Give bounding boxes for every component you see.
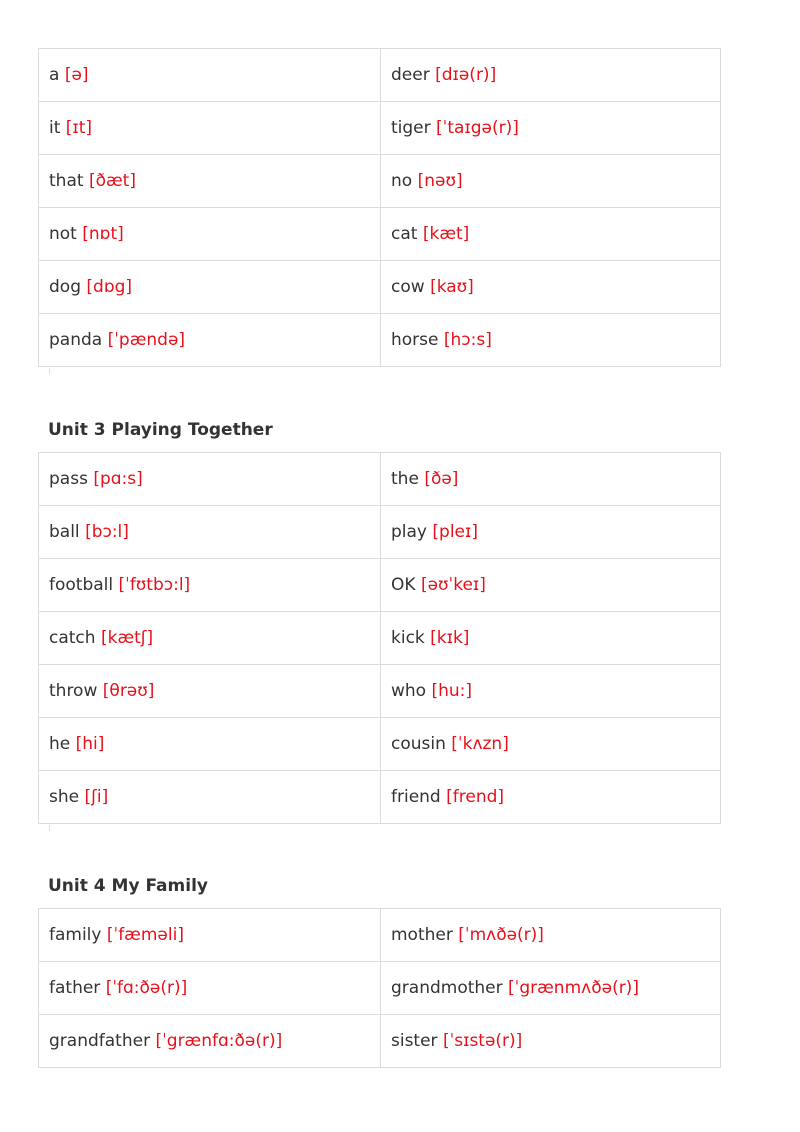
table-cell: [39, 665, 381, 718]
phonetic-transcription: [nəʊ]: [417, 171, 463, 191]
vocab-word: cat: [391, 224, 418, 244]
table-row: [39, 208, 721, 261]
vocab-word: ball: [49, 522, 80, 542]
table-cell: [381, 102, 721, 155]
vocab-word: grandfather: [49, 1031, 151, 1051]
phonetic-transcription: [ˈmʌðə(r)]: [458, 925, 544, 945]
phonetic-transcription: [ˈfæməli]: [106, 925, 184, 945]
phonetic-transcription: [dɪə(r)]: [435, 65, 497, 85]
table-cell: [39, 962, 381, 1015]
table-cell: [381, 909, 721, 962]
vocab-word: the: [391, 469, 419, 489]
table-cell: [39, 314, 381, 367]
table-row: [39, 612, 721, 665]
phonetic-transcription: [kæt]: [422, 224, 470, 244]
table-cell: [381, 612, 721, 665]
table-row: [39, 453, 721, 506]
phonetic-transcription: [hu:]: [431, 681, 473, 701]
table-cell: [39, 102, 381, 155]
phonetic-transcription: [ðæt]: [88, 171, 136, 191]
phonetic-transcription: [ˈfʊtbɔ:l]: [118, 575, 191, 595]
phonetic-transcription: [əʊˈkeɪ]: [420, 575, 486, 595]
table-cell: [39, 453, 381, 506]
table-cell: [381, 155, 721, 208]
phonetic-transcription: [ə]: [64, 65, 89, 85]
vocab-word: no: [391, 171, 413, 191]
table-cell: [39, 718, 381, 771]
table-cell: [381, 208, 721, 261]
table-cell: [39, 155, 381, 208]
vocab-word: family: [49, 925, 102, 945]
table-row: [39, 1015, 721, 1068]
divider: [49, 825, 50, 831]
phonetic-transcription: [θrəʊ]: [102, 681, 155, 701]
vocab-word: not: [49, 224, 77, 244]
table-row: [39, 962, 721, 1015]
phonetic-transcription: [dɒg]: [86, 277, 133, 297]
vocab-word: he: [49, 734, 71, 754]
table-cell: [381, 49, 721, 102]
vocab-word: deer: [391, 65, 430, 85]
vocab-word: who: [391, 681, 427, 701]
table-cell: [381, 506, 721, 559]
vocab-word: football: [49, 575, 114, 595]
vocab-word: OK: [391, 575, 416, 595]
table-cell: [381, 962, 721, 1015]
table-row: [39, 665, 721, 718]
vocab-word: it: [49, 118, 61, 138]
vocab-word: catch: [49, 628, 96, 648]
phonetic-transcription: [ˈtaɪgə(r)]: [436, 118, 519, 138]
table-cell: [39, 771, 381, 824]
phonetic-transcription: [kɪk]: [430, 628, 470, 648]
phonetic-transcription: [ˈkʌzn]: [451, 734, 509, 754]
phonetic-transcription: [ˈpændə]: [107, 330, 186, 350]
vocab-word: that: [49, 171, 84, 191]
phonetic-transcription: [ˈgrænmʌðə(r)]: [508, 978, 639, 998]
vocab-table-section-1: [38, 48, 721, 367]
phonetic-transcription: [frend]: [446, 787, 505, 807]
vocab-table-unit-3: [38, 452, 721, 824]
vocab-word: grandmother: [391, 978, 503, 998]
vocab-table-unit-4: [38, 908, 721, 1068]
phonetic-transcription: [hɔ:s]: [443, 330, 492, 350]
table-cell: [39, 261, 381, 314]
table-cell: [39, 909, 381, 962]
table-row: [39, 506, 721, 559]
table-cell: [381, 314, 721, 367]
phonetic-transcription: [bɔ:l]: [85, 522, 129, 542]
table-cell: [39, 49, 381, 102]
vocab-word: she: [49, 787, 80, 807]
table-row: [39, 771, 721, 824]
phonetic-transcription: [hi]: [75, 734, 105, 754]
table-cell: [381, 665, 721, 718]
table-cell: [381, 718, 721, 771]
table-row: [39, 261, 721, 314]
table-cell: [39, 1015, 381, 1068]
phonetic-transcription: [pleɪ]: [432, 522, 478, 542]
table-row: [39, 155, 721, 208]
table-row: [39, 559, 721, 612]
phonetic-transcription: [ˈfɑ:ðə(r)]: [105, 978, 188, 998]
table-cell: [39, 506, 381, 559]
unit-heading: Unit 3 Playing Together: [48, 420, 273, 440]
table-row: [39, 909, 721, 962]
table-row: [39, 718, 721, 771]
vocab-word: friend: [391, 787, 441, 807]
vocab-word: sister: [391, 1031, 438, 1051]
vocab-word: dog: [49, 277, 81, 297]
table-row: [39, 102, 721, 155]
unit-heading: Unit 4 My Family: [48, 876, 208, 896]
phonetic-transcription: [pɑ:s]: [93, 469, 143, 489]
divider: [49, 368, 50, 374]
phonetic-transcription: [ˈsɪstə(r)]: [442, 1031, 523, 1051]
vocab-word: kick: [391, 628, 425, 648]
phonetic-transcription: [nɒt]: [82, 224, 124, 244]
phonetic-transcription: [ʃi]: [84, 787, 109, 807]
table-cell: [39, 612, 381, 665]
table-cell: [381, 559, 721, 612]
table-cell: [381, 453, 721, 506]
phonetic-transcription: [ˈgrænfɑ:ðə(r)]: [155, 1031, 283, 1051]
table-row: [39, 314, 721, 367]
table-cell: [381, 1015, 721, 1068]
vocab-word: mother: [391, 925, 453, 945]
vocab-word: pass: [49, 469, 88, 489]
vocab-word: play: [391, 522, 427, 542]
vocab-word: tiger: [391, 118, 431, 138]
phonetic-transcription: [ðə]: [424, 469, 459, 489]
phonetic-transcription: [kætʃ]: [100, 628, 154, 648]
table-cell: [39, 208, 381, 261]
vocab-word: horse: [391, 330, 439, 350]
table-row: [39, 49, 721, 102]
vocab-word: cousin: [391, 734, 446, 754]
vocab-word: father: [49, 978, 101, 998]
phonetic-transcription: [ɪt]: [65, 118, 93, 138]
vocab-word: cow: [391, 277, 425, 297]
vocab-word: throw: [49, 681, 98, 701]
table-cell: [381, 261, 721, 314]
phonetic-transcription: [kaʊ]: [430, 277, 474, 297]
vocab-word: a: [49, 65, 60, 85]
table-cell: [381, 771, 721, 824]
vocab-word: panda: [49, 330, 103, 350]
table-cell: [39, 559, 381, 612]
